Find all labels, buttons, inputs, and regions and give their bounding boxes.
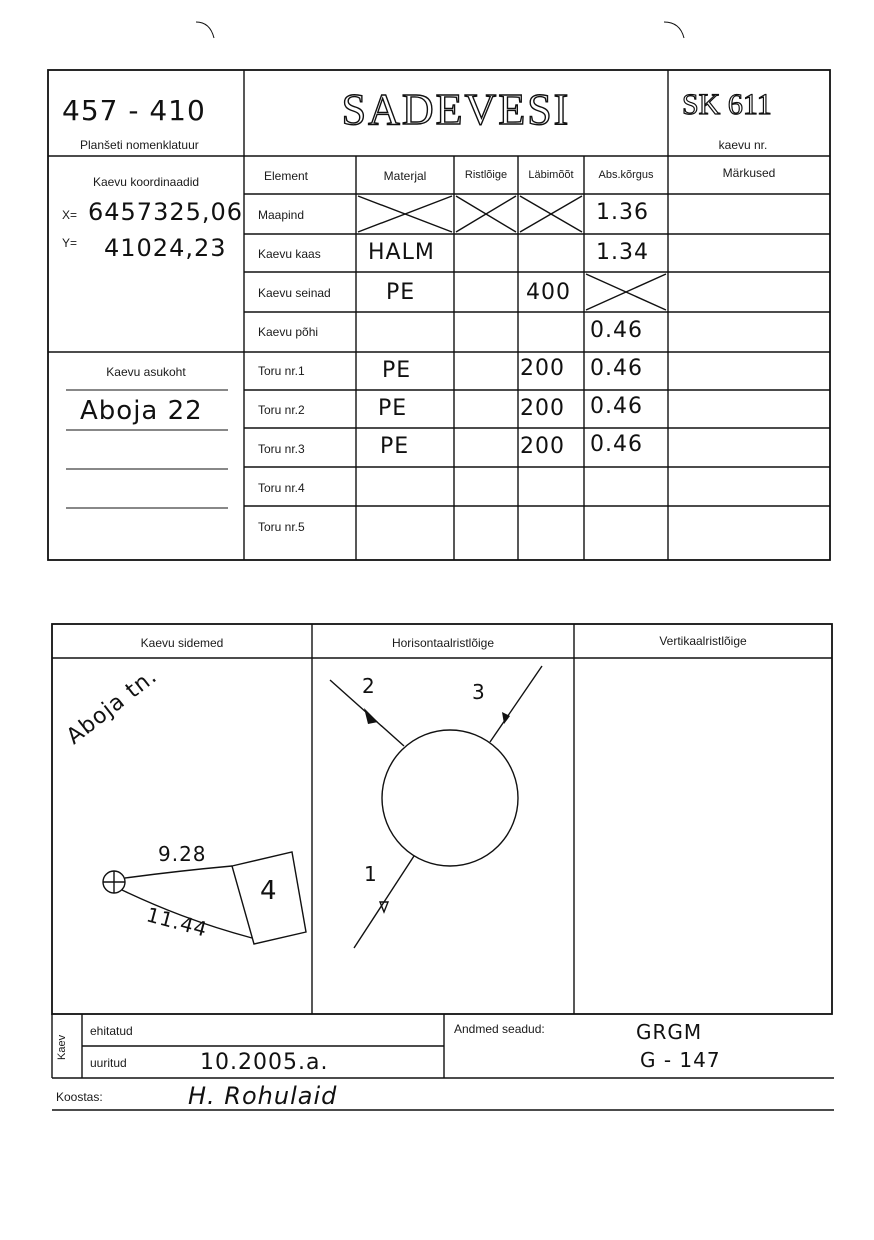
row-element: Toru nr.4 xyxy=(258,481,305,495)
surveyed-label: uuritud xyxy=(90,1056,127,1070)
col-notes: Märkused xyxy=(722,166,776,180)
row-element: Kaevu kaas xyxy=(258,247,321,261)
well-side-label: Kaev xyxy=(56,1034,68,1060)
sketch-street-label: Aboja tn. xyxy=(62,663,163,750)
row-element: Toru nr.3 xyxy=(258,442,305,456)
plansheet-number: 457 - 410 xyxy=(62,94,206,127)
abs-height-value: 0.46 xyxy=(590,432,643,457)
abs-height-value: 1.34 xyxy=(596,240,649,265)
diameter-value: 400 xyxy=(526,280,571,305)
y-coordinate: 41024,23 xyxy=(104,234,227,262)
row-element: Toru nr.5 xyxy=(258,520,305,534)
location-label: Kaevu asukoht xyxy=(106,365,186,379)
well-number-label: kaevu nr. xyxy=(718,138,768,152)
coordinates-label: Kaevu koordinaadid xyxy=(92,175,200,189)
diameter-value: 200 xyxy=(520,396,565,421)
device-label: Andmed seadud: xyxy=(454,1022,545,1036)
abs-height-value: 1.36 xyxy=(596,200,649,225)
pipe-2-label: 2 xyxy=(362,674,376,698)
material-value: PE xyxy=(386,280,416,305)
author-signature: H. Rohulaid xyxy=(188,1082,338,1110)
well-number: SK 611 xyxy=(682,88,772,121)
sketch-distance-top: 9.28 xyxy=(158,842,207,866)
surveyed-value: 10.2005.a. xyxy=(200,1050,329,1075)
row-element: Kaevu seinad xyxy=(258,286,331,300)
vertical-section-label: Vertikaalristlõige xyxy=(659,634,747,648)
row-element: Toru nr.2 xyxy=(258,403,305,417)
diameter-value: 200 xyxy=(520,434,565,459)
abs-height-value: 0.46 xyxy=(590,356,643,381)
plansheet-label: Planšeti nomenklatuur xyxy=(80,138,199,152)
built-label: ehitatud xyxy=(90,1024,133,1038)
page-title: SADEVESI xyxy=(341,85,571,134)
device-value-2: G - 147 xyxy=(640,1048,721,1072)
x-prefix: X= xyxy=(62,208,78,222)
col-abs-height: Abs.kõrgus xyxy=(598,169,654,181)
row-element: Toru nr.1 xyxy=(258,364,305,378)
connections-label: Kaevu sidemed xyxy=(140,636,224,650)
pipe-1-label: 1 xyxy=(364,862,378,886)
sketch-distance-bottom: 11.44 xyxy=(143,902,211,942)
horizontal-section-label: Horisontaalristlõige xyxy=(391,636,495,650)
material-value: HALM xyxy=(368,240,435,265)
row-element: Kaevu põhi xyxy=(258,325,319,339)
author-label: Koostas: xyxy=(56,1090,103,1104)
y-prefix: Y= xyxy=(62,236,78,250)
row-element: Maapind xyxy=(258,208,305,222)
abs-height-value: 0.46 xyxy=(590,394,643,419)
col-element: Element xyxy=(263,169,309,183)
diameter-value: 200 xyxy=(520,356,565,381)
material-value: PE xyxy=(380,434,410,459)
col-material: Materjal xyxy=(383,169,427,183)
location-value: Aboja 22 xyxy=(80,396,203,426)
abs-height-value: 0.46 xyxy=(590,318,643,343)
sketch-house-number: 4 xyxy=(260,876,278,906)
pipe-3-label: 3 xyxy=(472,680,486,704)
material-value: PE xyxy=(382,358,412,383)
x-coordinate: 6457325,06 xyxy=(88,198,244,226)
device-value-1: GRGM xyxy=(636,1020,703,1044)
material-value: PE xyxy=(378,396,408,421)
col-diameter: Läbimõõt xyxy=(528,169,574,181)
col-cross-section: Ristlõige xyxy=(464,169,508,181)
